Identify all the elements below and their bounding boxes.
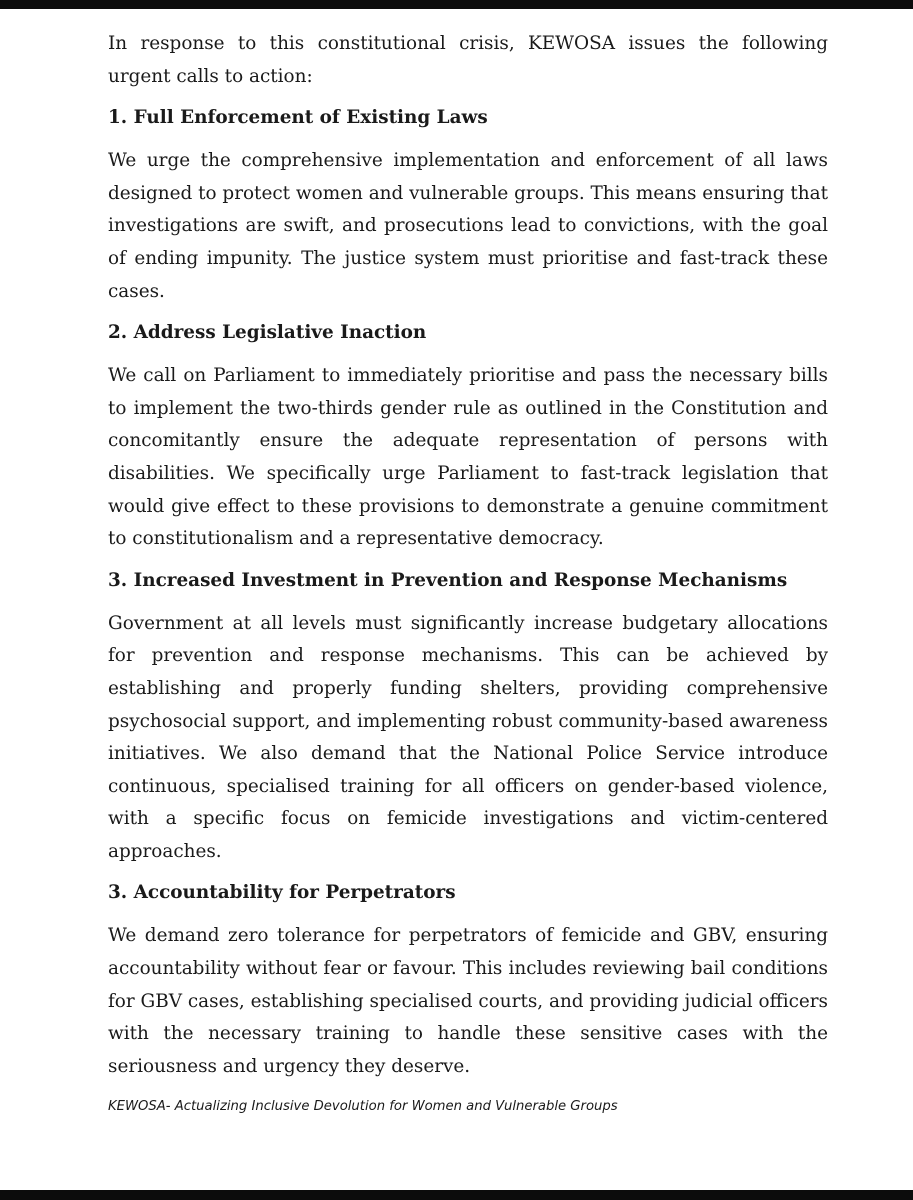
section-heading: 2. Address Legislative Inaction (108, 322, 427, 344)
document-body (108, 28, 828, 1092)
section-enforcement (108, 102, 828, 308)
page-footer: KEWOSA- Actualizing Inclusive Devolution for Women and Vulnerable Groups (108, 1099, 618, 1114)
section-heading: 3. Increased Investment in Prevention and Response Mechanisms (108, 569, 788, 591)
section-heading: 3. Accountability for Perpetrators (108, 882, 456, 904)
section-paragraph: Government at all levels must significantly increase budgetary allocations for prevention and response mechanisms. This can be achieved by establishing and properly funding shelters, providing comprehensive psychosocial support, and implementing robust community-based awareness initiatives. We also demand that the National Police Service introduce continuous, specialised training for all officers on gender-based violence, with a specific focus on femicide investigations and victim-centered approaches. (108, 612, 828, 862)
section-paragraph: We urge the comprehensive implementation and enforcement of all laws designed to protect women and vulnerable groups. This means ensuring that investigations are swift, and prosecutions lead to convictions, with the goal of ending impunity. The justice system must prioritise and fast-track these cases. (108, 150, 828, 302)
section-accountability (108, 877, 828, 1083)
section-paragraph: We demand zero tolerance for perpetrators of femicide and GBV, ensuring accountability without fear or favour. This includes reviewing bail conditions for GBV cases, establishing specialised courts, and providing judicial officers with the necessary training to handle these sensitive cases with the seriousness and urgency they deserve. (108, 925, 828, 1077)
top-border-rule (0, 0, 913, 9)
section-legislative-inaction (108, 317, 828, 556)
section-heading: 1. Full Enforcement of Existing Laws (108, 107, 488, 129)
intro-paragraph: In response to this constitutional crisis, KEWOSA issues the following urgent calls to action: (108, 33, 828, 87)
section-paragraph: We call on Parliament to immediately prioritise and pass the necessary bills to implement the two-thirds gender rule as outlined in the Constitution and concomitantly ensure the adequate representation of persons with disabilities. We specifically urge Parliament to fast-track legislation that would give effect to these provisions to demonstrate a genuine commitment to constitutionalism and a representative democracy. (108, 365, 828, 550)
section-investment (108, 565, 828, 869)
bottom-border-rule (0, 1190, 913, 1200)
